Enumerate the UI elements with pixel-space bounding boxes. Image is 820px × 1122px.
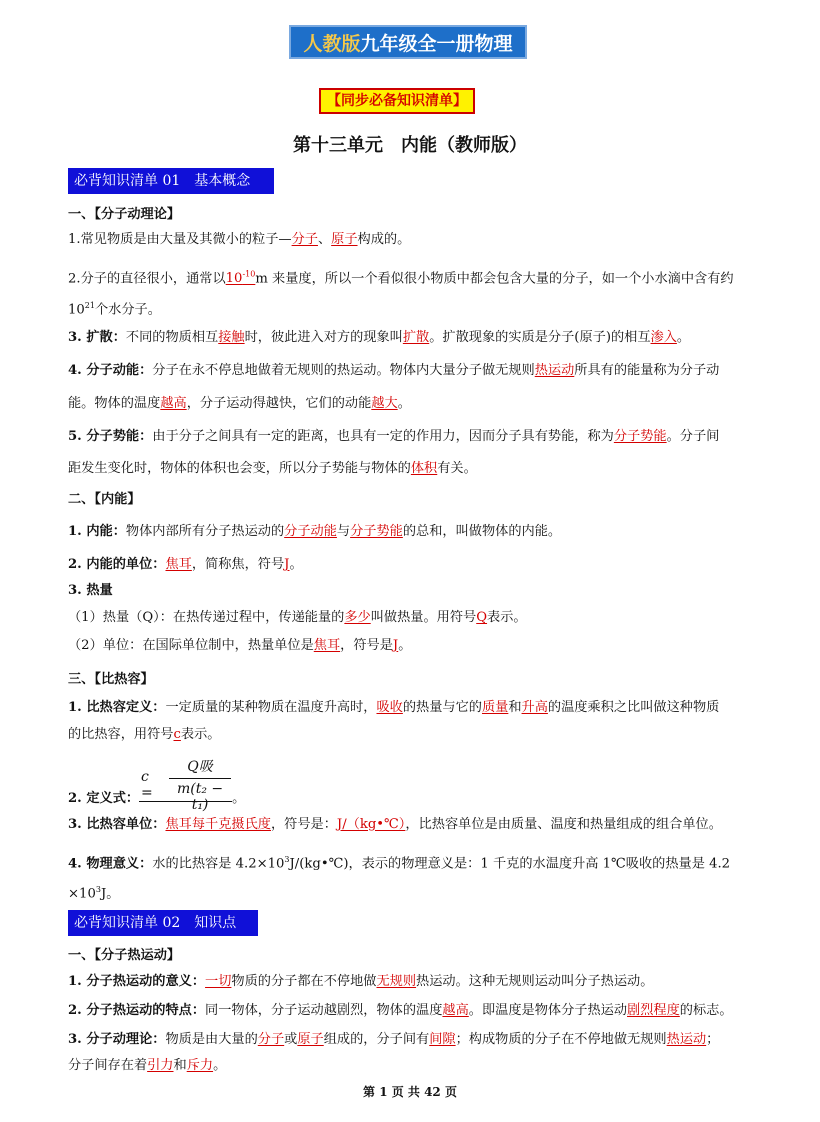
para-sh-4: 4. 物理意义：水的比热容是 $4.2\times 10^3J/(kg•℃)$，表示的物理意义是：1 千克的水温度升高 1℃吸收的热量是 4.2: [68, 855, 731, 872]
para-5-cont: 距发生变化时，物体的体积也会变，所以分子势能与物体的体积有关。: [68, 461, 477, 476]
heading-specific-heat: 三、【比热容】: [68, 672, 154, 687]
para-3: 3. 扩散：不同的物质相互接触时，彼此进入对方的现象叫扩散。扩散现象的实质是分子(原子)的相互渗入。: [68, 330, 691, 345]
para-sh-2: 2. 定义式： 。: [68, 787, 784, 809]
para-5: 5. 分子势能：由于分子之间具有一定的距离，也具有一定的作用力，因而分子具有势能，称为分子势能。分子间: [68, 429, 720, 444]
page-title: 第十三单元 内能（教师版）: [293, 135, 527, 156]
page-footer: 第 1 页 共 42 页: [363, 1085, 457, 1099]
formula-lhs: c =: [141, 768, 153, 801]
banner: [289, 25, 527, 59]
para-tm-3: 3. 分子动理论：物质是由大量的分子或原子组成的，分子间有间隙；构成物质的分子在不停地做无规则热运动；: [68, 1032, 720, 1047]
heading-internal-energy: 二、【内能】: [68, 492, 141, 507]
section-header-1: 必背知识清单 01 基本概念: [68, 168, 274, 194]
para-ie-3: 3. 热量: [68, 583, 113, 598]
para-ie-3b: （2）单位：在国际单位制中，热量单位是焦耳，符号是J。: [68, 638, 412, 653]
para-sh-4-cont: $\times 10^3J$。: [68, 885, 120, 902]
para-tm-2: 2. 分子热运动的特点：同一物体，分子运动越剧烈，物体的温度越高。即温度是物体分子热运动剧烈程度的标志。: [68, 1003, 733, 1018]
para-ie-1: 1. 内能：物体内部所有分子热运动的分子动能与分子势能的总和，叫做物体的内能。: [68, 524, 562, 539]
para-2-cont: $10^{21}$个水分子。: [68, 301, 161, 318]
para-tm-1: 1. 分子热运动的意义：一切物质的分子都在不停地做无规则热运动。这种无规则运动叫分子热运动。: [68, 974, 654, 989]
para-sh-1-cont: 的比热容，用符号c表示。: [68, 727, 221, 742]
para-tm-3-cont: 分子间存在着引力和斥力。: [68, 1058, 227, 1073]
para-1: 1.常见物质是由大量及其微小的粒子—分子、原子构成的。: [68, 232, 411, 247]
formula-denominator: m(t₂ − t₁): [176, 781, 224, 813]
banner-book: 九年级全一册物理: [360, 33, 513, 55]
para-sh-3: 3. 比热容单位：焦耳每千克摄氏度，符号是：J/（kg•℃），比热容单位是由质量、温度和热量组成的组合单位。: [68, 817, 722, 832]
heading-thermal-motion: 一、【分子热运动】: [68, 948, 181, 963]
para-4-cont: 能。物体的温度越高，分子运动得越快，它们的动能越大。: [68, 396, 411, 411]
para-2: 2.分子的直径很小，通常以$10^{-10}m$ 来量度，所以一个看似很小物质中都会包含大量的分子，如一个小水滴中含有约: [68, 270, 734, 287]
para-ie-3a: （1）热量（Q）：在热传递过程中，传递能量的多少叫做热量。用符号Q表示。: [68, 610, 527, 625]
section-header-2: 必背知识清单 02 知识点: [68, 910, 258, 936]
tag-label: 【同步必备知识清单】: [319, 88, 475, 114]
banner-publisher: 人教版: [303, 33, 361, 55]
para-sh-1: 1. 比热容定义：一定质量的某种物质在温度升高时，吸收的热量与它的质量和升高的温度乘积之比叫做这种物质: [68, 700, 720, 715]
formula-numerator: Q吸: [169, 756, 231, 779]
heading-kinetic-theory: 一、【分子动理论】: [68, 207, 181, 222]
para-ie-2: 2. 内能的单位：焦耳，简称焦，符号J。: [68, 557, 303, 572]
para-4: 4. 分子动能：分子在永不停息地做着无规则的热运动。物体内大量分子做无规则热运动所具有的能量称为分子动: [68, 363, 720, 378]
